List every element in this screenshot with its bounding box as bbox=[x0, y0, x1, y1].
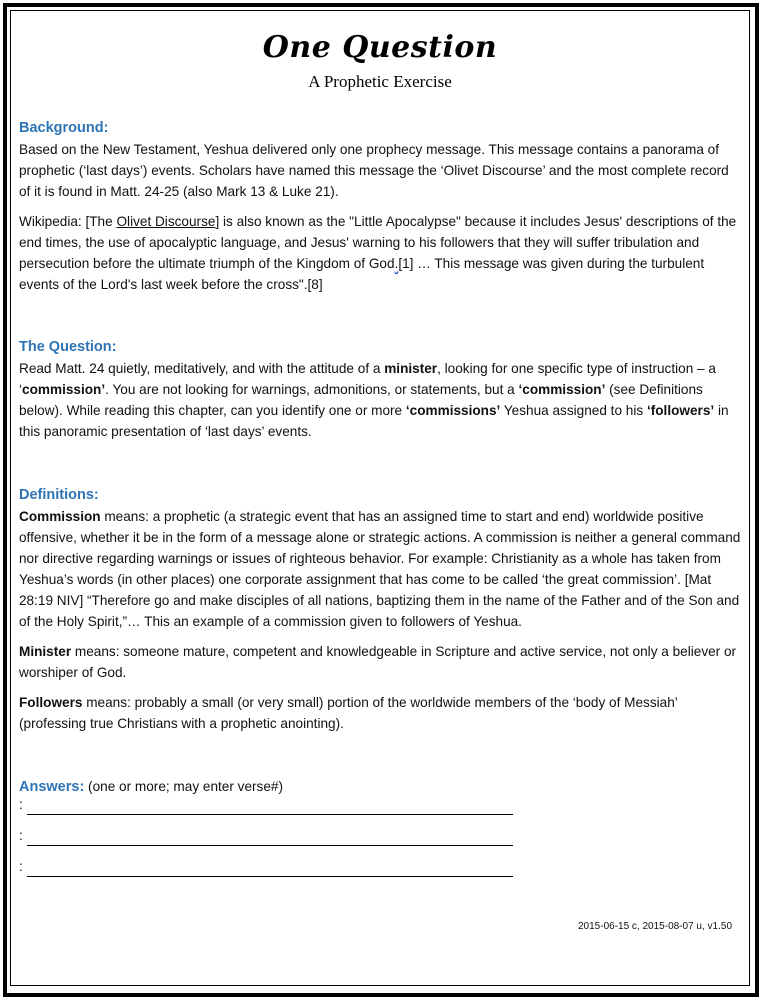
answer-line-1[interactable] bbox=[19, 798, 743, 815]
definition-minister bbox=[19, 641, 743, 683]
term-commissions: ‘commissions’ bbox=[405, 403, 501, 418]
term-minister: minister bbox=[384, 361, 438, 376]
spacer bbox=[19, 743, 743, 776]
answer-line-3[interactable] bbox=[19, 846, 743, 877]
document-title: One Question bbox=[262, 30, 498, 65]
question-text: Read Matt. 24 quietly, meditatively, and with the attitude of a bbox=[19, 361, 385, 376]
definition-followers bbox=[19, 692, 743, 734]
question-heading: The Question: bbox=[19, 339, 117, 355]
answers-heading: Answers: bbox=[19, 779, 85, 795]
definition-text: means: a prophetic (a strategic event that has an assigned time to start and end) worldwide positive offensive, whether it be in the form of a message alone or strategic actions. A commission is neither a general command nor directive regarding warnings or issues of righteous behavior. For example: Christianity as a whole has taken from Yeshua’s words (in other places) one corporate assignment that has come to be called ‘the great commission’. [Mat 28:19 NIV] “Therefore go and make disciples of all nations, baptizing them in the name of the Father and of the Son and of the Holy Spirit,”… This an example of a commission given to followers of Yeshua. bbox=[19, 509, 741, 629]
answer-blank[interactable] bbox=[27, 827, 513, 846]
answer-colon: : bbox=[19, 797, 23, 812]
definition-term: Minister bbox=[19, 644, 72, 659]
answers-header bbox=[19, 776, 743, 798]
answers-hint: (one or more; may enter verse#) bbox=[84, 779, 283, 794]
question-text: (see Definitions below). While reading this chapter, can you identify one or more bbox=[19, 382, 703, 418]
definitions-section bbox=[19, 485, 743, 734]
term-commission: ‘commission’ bbox=[518, 382, 606, 397]
term-followers: ‘followers’ bbox=[646, 403, 715, 418]
spellcheck-mark: . bbox=[394, 256, 399, 271]
answer-colon: : bbox=[19, 828, 23, 843]
definition-term: Followers bbox=[19, 695, 83, 710]
document-body bbox=[19, 118, 743, 877]
answer-blank[interactable] bbox=[27, 858, 513, 877]
definition-text: means: probably a small (or very small) portion of the worldwide members of the ‘body of Messiah’ (professing true Christians with a prophetic anointing). bbox=[19, 695, 678, 731]
question-text: . You are not looking for warnings, admonitions, or statements, but a bbox=[105, 382, 519, 397]
question-paragraph bbox=[19, 358, 743, 442]
definition-term: Commission bbox=[19, 509, 101, 524]
background-heading: Background: bbox=[19, 120, 109, 136]
background-section bbox=[19, 118, 743, 295]
wiki-text: ] is also known as the "Little Apocalypse" because it includes Jesus' descriptions of the end times, the use of apocalyptic language, and Jesus' warning to his followers that they will suffer tribulation and persecution before the ultimate triumph of the Kingdom of God bbox=[19, 214, 737, 271]
version-footer: 2015-06-15 c, 2015-08-07 u, v1.50 bbox=[578, 921, 732, 932]
spacer bbox=[19, 304, 743, 337]
question-text: in this panoramic presentation of ‘last days’ events. bbox=[19, 403, 729, 439]
wiki-suffix: [1] … This message was given during the turbulent events of the Lord's last week before the cross".[8] bbox=[19, 256, 705, 292]
definition-text: means: someone mature, competent and knowledgeable in Scripture and active service, not only a believer or worshiper of God. bbox=[19, 644, 737, 680]
wiki-prefix: Wikipedia: [The bbox=[19, 214, 117, 229]
definitions-heading: Definitions: bbox=[19, 487, 99, 503]
spacer bbox=[19, 451, 743, 485]
answer-blank[interactable] bbox=[27, 796, 513, 815]
background-paragraph-2 bbox=[19, 211, 743, 295]
term-commission: commission’ bbox=[22, 382, 106, 397]
question-text: , looking for one specific type of instruction – a ‘ bbox=[19, 361, 716, 397]
question-section bbox=[19, 337, 743, 442]
answer-line-2[interactable] bbox=[19, 815, 743, 846]
question-text: Yeshua assigned to his bbox=[500, 403, 647, 418]
background-paragraph-1: Based on the New Testament, Yeshua delivered only one prophecy message. This message contains a panorama of prophetic (‘last days’) events. Scholars have named this message the ‘Olivet Discourse’ and the most complete record of it is found in Matt. 24-25 (also Mark 13 & Luke 21). bbox=[19, 142, 729, 199]
answers-section bbox=[19, 776, 743, 877]
answer-colon: : bbox=[19, 859, 23, 874]
definition-commission bbox=[19, 506, 743, 632]
document-subtitle: A Prophetic Exercise bbox=[308, 72, 452, 91]
olivet-discourse-link[interactable]: Olivet Discourse bbox=[116, 214, 216, 229]
